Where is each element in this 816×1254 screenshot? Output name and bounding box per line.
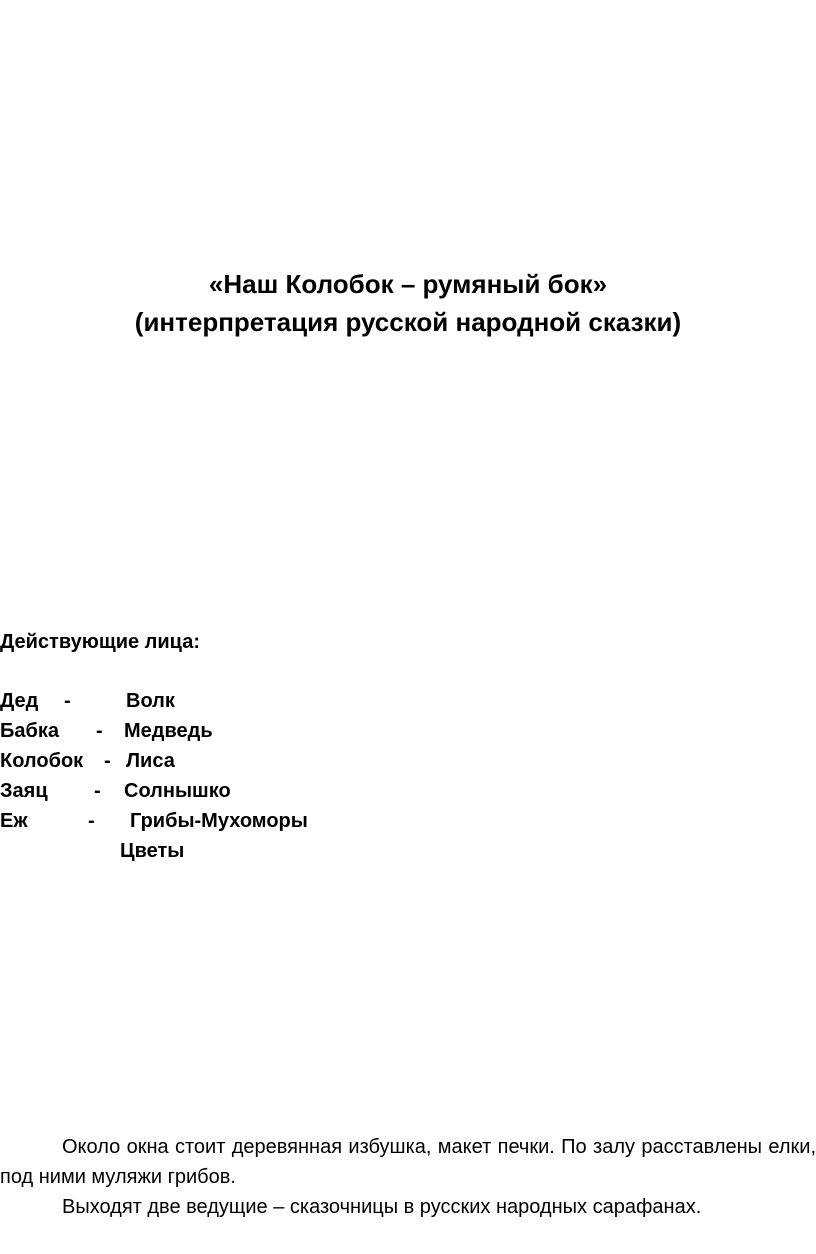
cast-dash: - <box>88 810 95 832</box>
cast-row <box>0 746 420 776</box>
title-line-2: (интерпретация русской народной сказки) <box>134 307 682 337</box>
cast-row <box>0 776 420 806</box>
cast-list <box>0 686 420 866</box>
cast-dash: - <box>104 750 111 772</box>
document-title <box>0 265 816 341</box>
cast-right: Волк <box>126 690 175 712</box>
cast-right: Цветы <box>120 840 185 862</box>
cast-heading: Действующие лица: <box>0 631 200 653</box>
cast-left: Колобок <box>0 750 84 772</box>
cast-dash: - <box>94 780 101 802</box>
cast-left: Заяц <box>0 780 48 802</box>
cast-row <box>0 686 420 716</box>
cast-right: Грибы-Мухоморы <box>130 810 308 832</box>
cast-dash: - <box>64 690 71 712</box>
cast-row <box>0 806 420 836</box>
cast-left: Дед <box>0 690 39 712</box>
cast-right: Лиса <box>126 750 175 772</box>
paragraph: Около окна стоит деревянная избушка, макет печки. По залу расставлены елки, под ними муляжи грибов. <box>0 1136 816 1188</box>
title-line-1: «Наш Колобок – румяный бок» <box>208 269 608 299</box>
cast-left: Бабка <box>0 720 59 742</box>
cast-row <box>0 836 420 866</box>
cast-right: Солнышко <box>124 780 231 802</box>
cast-dash: - <box>96 720 103 742</box>
stage-directions <box>0 1132 816 1222</box>
cast-left: Еж <box>0 810 28 832</box>
paragraph: Выходят две ведущие – сказочницы в русских народных сарафанах. <box>62 1196 702 1218</box>
cast-right: Медведь <box>124 720 213 742</box>
cast-row <box>0 716 420 746</box>
